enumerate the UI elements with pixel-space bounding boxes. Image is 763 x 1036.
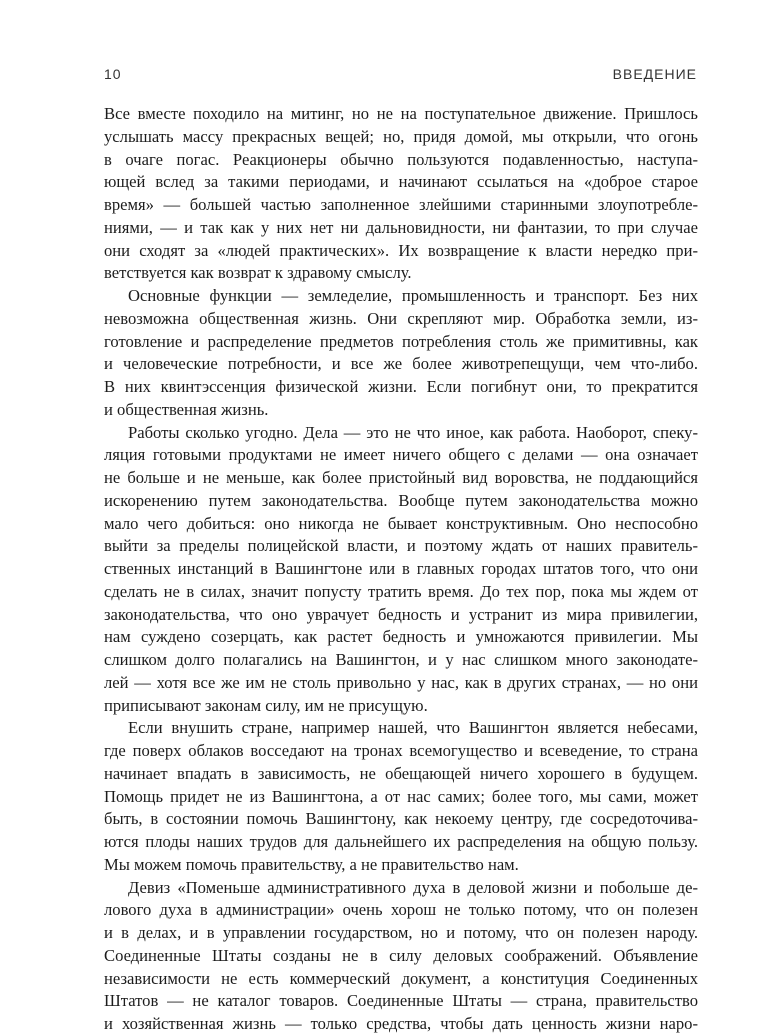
paragraph	[104, 422, 698, 718]
text-line: ветствуется как возврат к здравому смыслу.	[104, 263, 412, 283]
text-line: Работы сколько угодно. Дела — это не что иное, как работа. Наоборот, спеку-	[128, 422, 698, 442]
page-number: 10	[104, 66, 122, 82]
text-line: быть, в состоянии помочь Вашингтону, как некоему центру, где сосредоточива-	[104, 809, 698, 829]
text-line: Штатов — не каталог товаров. Соединенные Штаты — страна, правительство	[104, 991, 698, 1011]
text-line: ющей вслед за такими периодами, и начинают ссылаться на «доброе старое	[104, 172, 698, 192]
text-line: слишком долго полагались на Вашингтон, и у нас слишком много законодате-	[104, 650, 698, 669]
body-text	[104, 103, 698, 1036]
text-line: в очаге погас. Реакционеры обычно пользуются подавленностью, наступа-	[104, 149, 698, 169]
text-line: законодательства, что оно уврачует бедность и устранит из мира привилегии,	[104, 604, 698, 624]
paragraph	[104, 103, 698, 285]
running-head	[104, 66, 697, 84]
text-line: начинает впадать в зависимость, не обещающей ничего хорошего в будущем.	[104, 763, 698, 783]
text-line: Девиз «Поменьше административного духа в деловой жизни и побольше де-	[128, 877, 698, 897]
text-line: время» — большей частью заполненное злейшими старинными злоупотребле-	[104, 195, 698, 214]
text-line: лей — хотя все же им не столь привольно у нас, как в других странах, — но они	[104, 672, 698, 692]
text-line: приписывают законам силу, им не присущую.	[104, 695, 428, 715]
text-line: сделать не в силах, значит попусту тратить время. До тех пор, пока мы ждем от	[104, 581, 698, 601]
text-line: услышать массу прекрасных вещей; но, придя домой, мы открыли, что огонь	[104, 126, 698, 146]
text-line: готовление и распределение предметов потребления столь же примитивны, как	[104, 331, 698, 351]
text-line: не больше и не меньше, как более пристойный вид воровства, не поддающийся	[104, 468, 698, 487]
text-line: Основные функции — земледелие, промышленность и транспорт. Без них	[128, 286, 698, 305]
text-line: Все вместе походило на митинг, но не на поступательное движение. Пришлось	[104, 104, 698, 123]
paragraph	[104, 285, 698, 422]
text-line: невозможна общественная жизнь. Они скрепляют мир. Обработка земли, из-	[104, 308, 698, 328]
text-line: Помощь придет не из Вашингтона, а от нас самих; более того, мы сами, может	[104, 786, 698, 806]
text-line: и в делах, и в управлении государством, но и потому, что он полезен народу.	[104, 923, 698, 942]
text-line: Мы можем помочь правительству, а не правительство нам.	[104, 854, 519, 874]
text-line: мало чего добиться: оно никогда не бывает конструктивным. Оно неспособно	[104, 513, 698, 533]
paragraph	[104, 877, 698, 1036]
text-line: независимости не есть коммерческий документ, а конституция Соединенных	[104, 968, 698, 988]
text-line: и хозяйственная жизнь — только средства, чтобы дать ценность жизни наро-	[104, 1014, 698, 1033]
text-line: ственных инстанций в Вашингтоне или в главных городах штатов того, что они	[104, 559, 698, 578]
text-line: выйти за пределы полицейской власти, и поэтому ждать от наших правитель-	[104, 536, 698, 556]
text-line: где поверх облаков восседают на тронах всемогущество и всеведение, то страна	[104, 741, 698, 760]
text-line: искоренению путем законодательства. Вообще путем законодательства можно	[104, 490, 698, 510]
text-line: В них квинтэссенция физической жизни. Если погибнут они, то прекратится	[104, 377, 698, 396]
text-line: лового духа в администрации» очень хорош не только потому, что он полезен	[104, 900, 698, 920]
text-line: и общественная жизнь.	[104, 399, 269, 419]
section-title: ВВЕДЕНИЕ	[612, 66, 697, 82]
text-line: ниями, — и так как у них нет ни дальновидности, ни фантазии, то при случае	[104, 217, 698, 237]
text-line: нам суждено созерцать, как растет бедность и умножаются привилегии. Мы	[104, 627, 698, 647]
text-line: Соединенные Штаты созданы не в силу деловых соображений. Объявление	[104, 945, 698, 965]
text-line: и человеческие потребности, и все же более животрепещущи, чем что-либо.	[104, 354, 698, 374]
text-line: ляция готовыми продуктами не имеет ничего общего с делами — она означает	[104, 445, 698, 465]
text-line: ются плоды наших трудов для дальнейшего их распределения на общую пользу.	[104, 832, 698, 851]
text-line: Если внушить стране, например нашей, что Вашингтон является небесами,	[128, 718, 698, 738]
paragraph	[104, 717, 698, 876]
text-line: они сходят за «людей практических». Их возвращение к власти нередко при-	[104, 240, 698, 260]
